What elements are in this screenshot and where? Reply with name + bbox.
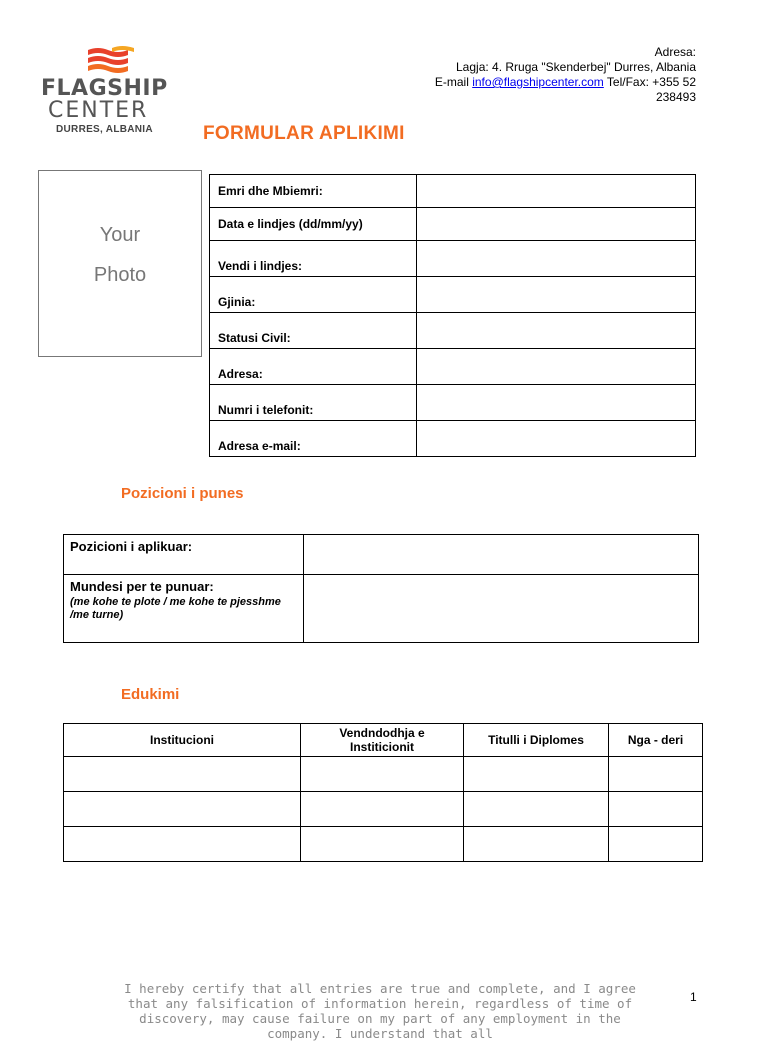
table-cell[interactable] [301,792,464,827]
availability-cell [64,575,304,643]
certification-text: I hereby certify that all entries are true and complete, and I agree that any falsification of information herein, regardless of time of discovery, may cause failure on my part of any employment in the company. I understand that all [124,981,636,1041]
applied-position-input[interactable] [304,535,699,575]
field-input[interactable] [417,349,696,385]
table-row [210,385,696,421]
field-input[interactable] [417,421,696,457]
photo-placeholder[interactable] [38,170,202,357]
contact-info [435,45,696,105]
table-row [210,349,696,385]
column-header: Titulli i Diplomes [464,724,609,757]
table-row [64,792,703,827]
logo-line3: DURRES, ALBANIA [56,124,153,135]
contact-line3 [435,75,696,90]
page-number: 1 [690,990,697,1004]
field-label: Data e lindjes (dd/mm/yy) [210,208,417,241]
logo-line1: FLAGSHIP [41,76,168,101]
position-table [63,534,699,643]
education-heading: Edukimi [121,686,180,703]
photo-label-line2: Photo [93,264,147,286]
field-input[interactable] [417,313,696,349]
field-input[interactable] [417,175,696,208]
field-input[interactable] [417,208,696,241]
field-label: Statusi Civil: [210,313,417,349]
table-cell[interactable] [464,827,609,862]
contact-line1: Adresa: [654,45,696,59]
phone-cont: 238493 [655,90,696,104]
field-label: Vendi i lindjes: [210,241,417,277]
table-cell[interactable] [64,757,301,792]
field-label: Numri i telefonit: [210,385,417,421]
table-row [64,575,699,643]
personal-info-table [209,174,696,457]
table-cell[interactable] [609,792,703,827]
field-label: Adresa: [210,349,417,385]
availability-input[interactable] [304,575,699,643]
field-label: Adresa e-mail: [210,421,417,457]
table-row [210,241,696,277]
field-label: Gjinia: [210,277,417,313]
field-input[interactable] [417,385,696,421]
table-row [64,535,699,575]
availability-label: Mundesi per te punuar: [70,579,214,594]
column-header: Vendndodhja e Institicionit [301,724,464,757]
field-label: Emri dhe Mbiemri: [210,175,417,208]
table-row [210,313,696,349]
table-cell[interactable] [609,757,703,792]
table-cell[interactable] [464,757,609,792]
field-input[interactable] [417,277,696,313]
table-row [210,421,696,457]
photo-label-line1: Your [99,224,141,246]
table-row [210,175,696,208]
field-input[interactable] [417,241,696,277]
table-cell[interactable] [464,792,609,827]
table-row [64,827,703,862]
table-cell[interactable] [64,827,301,862]
company-logo [38,42,180,137]
phone: Tel/Fax: +355 52 [603,75,696,89]
logo-line2: CENTER [48,98,149,123]
column-header: Institucioni [64,724,301,757]
email-link[interactable]: info@flagshipcenter.com [472,75,604,89]
column-header: Nga - deri [609,724,703,757]
table-row [64,757,703,792]
availability-note: (me kohe te plote / me kohe te pjesshme /me turne) [70,596,281,621]
table-cell[interactable] [301,827,464,862]
position-heading: Pozicioni i punes [121,485,244,502]
page-title: FORMULAR APLIKIMI [203,123,405,144]
table-row [210,277,696,313]
table-cell[interactable] [301,757,464,792]
table-cell[interactable] [609,827,703,862]
applied-position-label: Pozicioni i aplikuar: [64,535,304,575]
contact-line2: Lagja: 4. Rruga "Skenderbej" Durres, Albania [456,60,696,74]
table-row [210,208,696,241]
table-header-row [64,724,703,757]
table-cell[interactable] [64,792,301,827]
education-table [63,723,703,862]
email-prefix: E-mail [434,75,473,89]
